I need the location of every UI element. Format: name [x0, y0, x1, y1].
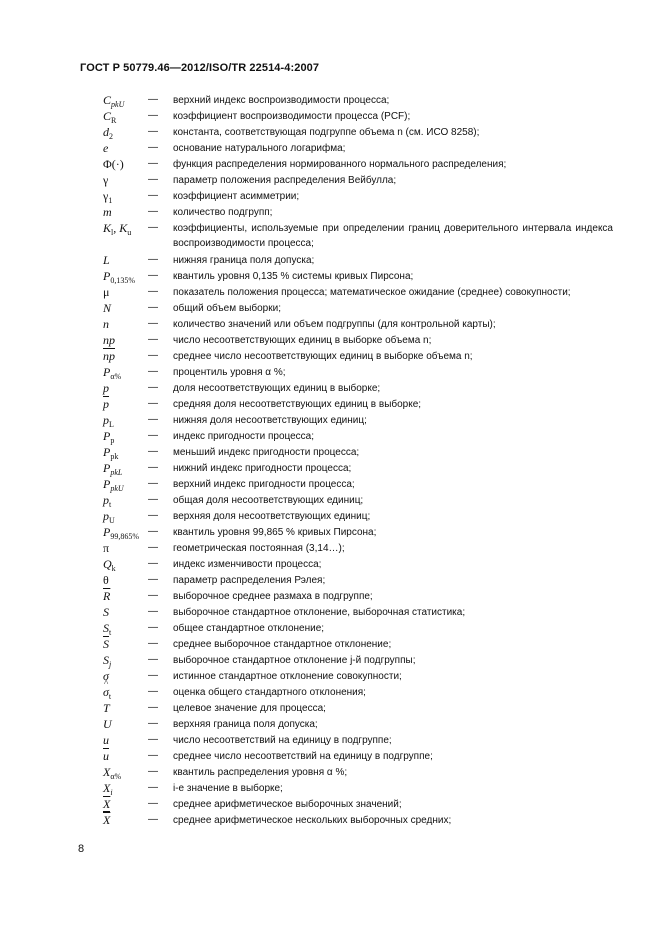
description: верхняя доля несоответствующих единиц; [173, 511, 371, 522]
list-item [0, 669, 661, 685]
description: верхняя граница поля допуска; [173, 719, 318, 730]
list-item [0, 413, 661, 429]
list-item [0, 317, 661, 333]
dash: — [148, 558, 158, 569]
description: количество подгрупп; [173, 207, 273, 218]
list-item [0, 205, 661, 221]
list-item [0, 541, 661, 557]
dash: — [148, 318, 158, 329]
dash: — [148, 542, 158, 553]
symbol: $P_{pkU}$ [103, 477, 124, 493]
symbol: $X_i$ [103, 781, 113, 797]
list-item [0, 509, 661, 525]
symbol: S [103, 605, 109, 619]
list-item [0, 701, 661, 717]
list-item [0, 445, 661, 461]
symbol: $\overline{S}$ [103, 637, 109, 651]
symbol: ^ $\sigma_t$ [103, 685, 111, 699]
symbol: $Q_k$ [103, 557, 116, 573]
symbol: u [103, 733, 109, 747]
symbol: $P_p$ [103, 429, 115, 445]
description: среднее арифметическое выборочных значений; [173, 799, 402, 810]
symbol: $P_{\alpha\%}$ [103, 365, 122, 381]
description: геометрическая постоянная (3,14…); [173, 543, 345, 554]
description: среднее выборочное стандартное отклонение; [173, 639, 392, 650]
symbol: $P_{99,865\%}$ [103, 525, 140, 541]
list-item [0, 749, 661, 765]
dash: — [148, 158, 158, 169]
dash: — [148, 766, 158, 777]
list-item [0, 109, 661, 125]
list-item [0, 781, 661, 797]
dash: — [148, 494, 158, 505]
symbol: T [103, 701, 110, 715]
symbol: $\overline{R}$ [103, 589, 111, 603]
description: общее стандартное отклонение; [173, 623, 325, 634]
symbol: $S_t$ [103, 621, 112, 637]
dash: — [148, 206, 158, 217]
dash: — [148, 142, 158, 153]
description: квантиль распределения уровня α %; [173, 767, 348, 778]
list-item [0, 221, 661, 253]
list-item [0, 525, 661, 541]
description: общая доля несоответствующих единиц; [173, 495, 364, 506]
dash: — [148, 798, 158, 809]
symbol: $\gamma_1$ [103, 189, 113, 205]
list-item [0, 765, 661, 781]
description: выборочное среднее размаха в подгруппе; [173, 591, 373, 602]
symbol: $\overline{p}$ [103, 397, 109, 411]
symbol: $C_{pkU}$ [103, 93, 125, 109]
document-header: ГОСТ Р 50779.46—2012/ISO/TR 22514-4:2007 [80, 62, 320, 74]
dash: — [148, 382, 158, 393]
symbol: $\overline{np}$ [103, 349, 115, 363]
symbol: θ [103, 573, 109, 587]
dash: — [148, 462, 158, 473]
symbol: $K_l$, $K_u$ [103, 221, 132, 237]
symbol: $\overline{X}$ [103, 813, 111, 827]
description: процентиль уровня α %; [173, 367, 286, 378]
description: коэффициенты, используемые при определении границ доверительного интервала индекса воспроизводимости процесса; [173, 223, 613, 249]
description: верхний индекс воспроизводимости процесса; [173, 95, 390, 106]
symbol: γ [103, 173, 109, 187]
description: доля несоответствующих единиц в выборке; [173, 383, 381, 394]
list-item [0, 157, 661, 173]
symbol: π [103, 541, 110, 555]
description: индекс пригодности процесса; [173, 431, 315, 442]
dash: — [148, 398, 158, 409]
description: параметр распределения Рэлея; [173, 575, 326, 586]
dash: — [148, 702, 158, 713]
list-item [0, 429, 661, 445]
symbol: $P_{0,135\%}$ [103, 269, 136, 285]
description: квантиль уровня 0,135 % системы кривых Пирсона; [173, 271, 414, 282]
list-item [0, 285, 661, 301]
description: меньший индекс пригодности процесса; [173, 447, 360, 458]
list-item [0, 253, 661, 269]
symbol: e [103, 141, 109, 155]
description: среднее число несоответствий на единицу в подгруппе; [173, 751, 433, 762]
symbol: $S_j$ [103, 653, 112, 669]
dash: — [148, 638, 158, 649]
dash: — [148, 350, 158, 361]
dash: — [148, 334, 158, 345]
description: количество значений или объем подгруппы (для контрольной карты); [173, 319, 496, 330]
list-item [0, 365, 661, 381]
dash: — [148, 174, 158, 185]
symbol: N [103, 301, 112, 315]
symbol: m [103, 205, 112, 219]
list-item [0, 653, 661, 669]
description: коэффициент воспроизводимости процесса (PCF); [173, 111, 411, 122]
description: общий объем выборки; [173, 303, 281, 314]
dash: — [148, 782, 158, 793]
dash: — [148, 430, 158, 441]
symbol: σ [103, 669, 109, 683]
dash: — [148, 750, 158, 761]
list-item [0, 93, 661, 109]
symbol: $P_{pk}$ [103, 445, 119, 461]
dash: — [148, 734, 158, 745]
symbol: U [103, 717, 112, 731]
list-item [0, 637, 661, 653]
description: число несоответствий на единицу в подгруппе; [173, 735, 392, 746]
symbol: $d_2$ [103, 125, 113, 141]
list-item [0, 717, 661, 733]
symbol: Φ(·) [103, 157, 124, 171]
dash: — [148, 654, 158, 665]
list-item [0, 333, 661, 349]
description: оценка общего стандартного отклонения; [173, 687, 366, 698]
dash: — [148, 254, 158, 265]
description: квантиль уровня 99,865 % кривых Пирсона; [173, 527, 377, 538]
dash: — [148, 222, 158, 233]
page-number: 8 [78, 843, 85, 855]
description: показатель положения процесса; математическое ожидание (среднее) совокупности; [173, 287, 571, 298]
dash: — [148, 686, 158, 697]
dash: — [148, 574, 158, 585]
description: i-е значение в выборке; [173, 783, 283, 794]
description: среднее арифметическое нескольких выборочных средних; [173, 815, 452, 826]
list-item [0, 477, 661, 493]
list-item [0, 269, 661, 285]
description: число несоответствующих единиц в выборке объема n; [173, 335, 432, 346]
dash: — [148, 670, 158, 681]
list-item [0, 381, 661, 397]
symbol: L [103, 253, 110, 267]
list-item [0, 397, 661, 413]
dash: — [148, 606, 158, 617]
description: выборочное стандартное отклонение j-й подгруппы; [173, 655, 416, 666]
dash: — [148, 366, 158, 377]
description: параметр положения распределения Вейбулла; [173, 175, 397, 186]
dash: — [148, 94, 158, 105]
description: коэффициент асимметрии; [173, 191, 300, 202]
list-item [0, 125, 661, 141]
symbol: p [103, 381, 109, 395]
symbol: $\overline{X}$ [103, 797, 111, 811]
list-item [0, 461, 661, 477]
symbol: $P_{pkL}$ [103, 461, 123, 477]
list-item [0, 733, 661, 749]
list-item [0, 797, 661, 813]
symbol: $\overline{u}$ [103, 749, 109, 763]
symbol: n [103, 317, 109, 331]
description: целевое значение для процесса; [173, 703, 326, 714]
dash: — [148, 814, 158, 825]
symbol: $p_t$ [103, 493, 112, 509]
description: выборочное стандартное отклонение, выборочная статистика; [173, 607, 466, 618]
list-item [0, 301, 661, 317]
description: средняя доля несоответствующих единиц в выборке; [173, 399, 422, 410]
dash: — [148, 110, 158, 121]
description: нижняя граница поля допуска; [173, 255, 315, 266]
list-item [0, 189, 661, 205]
dash: — [148, 190, 158, 201]
list-item [0, 685, 661, 701]
description: константа, соответствующая подгруппе объема n (см. ИСО 8258); [173, 127, 480, 138]
list-item [0, 141, 661, 157]
dash: — [148, 526, 158, 537]
list-item [0, 349, 661, 365]
description: истинное стандартное отклонение совокупности; [173, 671, 402, 682]
description: нижний индекс пригодности процесса; [173, 463, 352, 474]
description: верхний индекс пригодности процесса; [173, 479, 355, 490]
description: индекс изменчивости процесса; [173, 559, 322, 570]
symbol: $p_U$ [103, 509, 115, 525]
symbol: $C_R$ [103, 109, 117, 125]
dash: — [148, 590, 158, 601]
list-item [0, 493, 661, 509]
dash: — [148, 270, 158, 281]
dash: — [148, 718, 158, 729]
list-item [0, 621, 661, 637]
list-item [0, 557, 661, 573]
description: основание натурального логарифма; [173, 143, 346, 154]
dash: — [148, 414, 158, 425]
symbol: $p_L$ [103, 413, 114, 429]
symbol: $X_{\alpha\%}$ [103, 765, 122, 781]
list-item [0, 813, 661, 829]
description: среднее число несоответствующих единиц в выборке объема n; [173, 351, 473, 362]
dash: — [148, 622, 158, 633]
symbol: np [103, 333, 115, 347]
list-item [0, 605, 661, 621]
dash: — [148, 510, 158, 521]
dash: — [148, 286, 158, 297]
description: функция распределения нормированного нормального распределения; [173, 159, 507, 170]
list-item [0, 173, 661, 189]
description: нижняя доля несоответствующих единиц; [173, 415, 367, 426]
dash: — [148, 126, 158, 137]
dash: — [148, 478, 158, 489]
dash: — [148, 302, 158, 313]
dash: — [148, 446, 158, 457]
symbol: μ [103, 285, 110, 299]
list-item [0, 589, 661, 605]
list-item [0, 573, 661, 589]
